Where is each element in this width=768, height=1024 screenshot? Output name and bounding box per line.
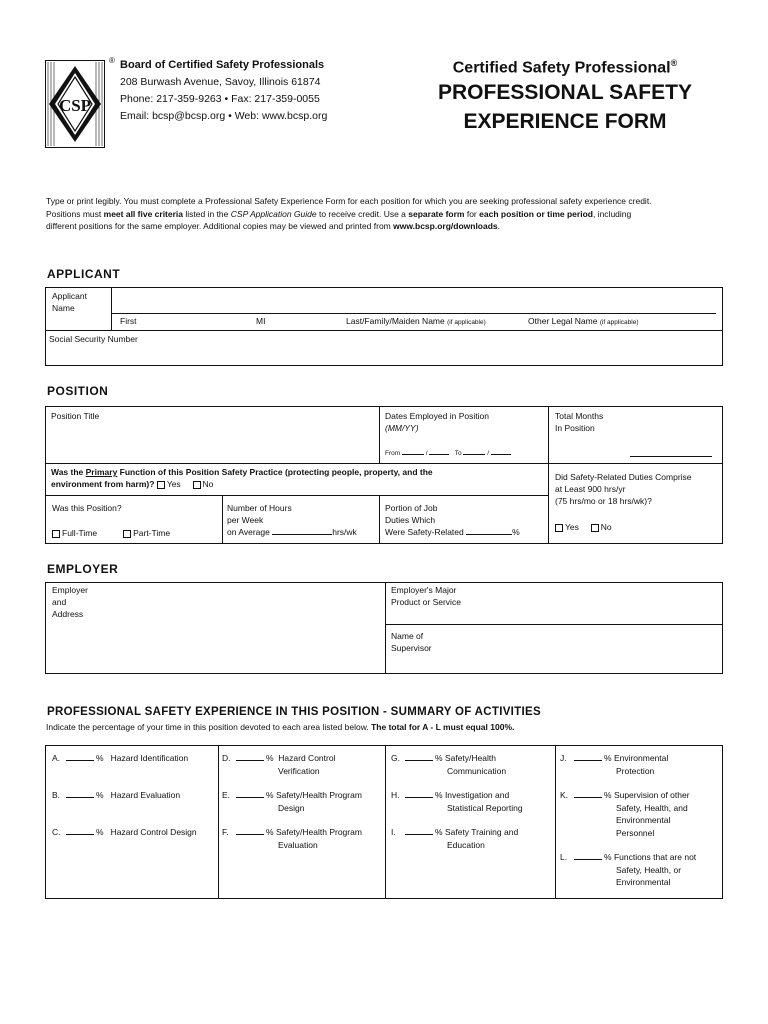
total-months-field[interactable] (630, 456, 712, 457)
activity-l: L. % Functions that are not Safety, Health, or Environmental (560, 852, 697, 887)
activity-b: B. % Hazard Evaluation (52, 790, 181, 800)
primary-yes-checkbox[interactable] (157, 481, 165, 489)
employer-address-label: Employer and Address (52, 585, 88, 619)
middle-initial-label: MI (256, 316, 266, 326)
activity-e-percent[interactable] (236, 789, 264, 798)
organization-block (120, 57, 327, 125)
activity-c: C. % Hazard Control Design (52, 827, 197, 837)
supervisor-label: Name of Supervisor (391, 631, 432, 653)
organization-email-web: Email: bcsp@bcsp.org • Web: www.bcsp.org (120, 110, 328, 122)
activity-f: F. % Safety/Health Program Evaluation (222, 827, 362, 850)
activity-a: A. % Hazard Identification (52, 753, 189, 763)
activity-d-percent[interactable] (236, 752, 264, 761)
form-title (400, 58, 730, 135)
duties-yes-checkbox[interactable] (555, 524, 563, 532)
full-time-checkbox[interactable] (52, 530, 60, 538)
employer-heading: EMPLOYER (47, 562, 119, 576)
instructions-line2: Positions must meet all five criteria listed in the CSP Application Guide to receive credit. Use a separate form for each position or time period, including (46, 208, 632, 219)
activity-e: E. % Safety/Health Program Design (222, 790, 362, 813)
title-mark: ® (670, 58, 678, 68)
activity-j: J. % Environmental Protection (560, 753, 669, 776)
activity-k-percent[interactable] (574, 789, 602, 798)
safety-duties-question: Did Safety-Related Duties Comprise at Least 900 hrs/yr (75 hrs/mo or 18 hrs/wk)? (555, 472, 692, 506)
title-line1: Certified Safety Professional (452, 59, 671, 77)
svg-text:CSP: CSP (58, 96, 92, 115)
registered-mark: ® (109, 56, 115, 65)
first-name-label: First (120, 316, 137, 326)
position-type-options: Full-Time Part-Time (52, 527, 170, 539)
primary-no-checkbox[interactable] (193, 481, 201, 489)
duties-no-checkbox[interactable] (591, 524, 599, 532)
applicant-heading: APPLICANT (47, 267, 121, 281)
other-name-label: Other Legal Name (if applicable) (528, 316, 639, 326)
activity-k: K. % Supervision of other Safety, Health, and Environmental Personnel (560, 790, 690, 838)
activity-g-percent[interactable] (405, 752, 433, 761)
safety-duties-options: Yes No (555, 521, 612, 533)
downloads-link[interactable]: www.bcsp.org/downloads (393, 221, 498, 231)
applicant-name-field[interactable] (112, 289, 716, 312)
instructions (46, 195, 726, 233)
title-line3: EXPERIENCE FORM (463, 110, 667, 134)
activity-f-percent[interactable] (236, 826, 264, 835)
safety-portion-field[interactable] (466, 526, 512, 535)
summary-instructions: Indicate the percentage of your time in this position devoted to each area listed below. The total for A - L must equal 100%. (46, 722, 515, 732)
hours-per-week-field[interactable] (272, 526, 332, 535)
activity-d: D. % Hazard Control Verification (222, 753, 336, 776)
activity-b-percent[interactable] (66, 789, 94, 798)
organization-name: Board of Certified Safety Professionals (120, 59, 325, 71)
primary-function-question: Was the Primary Function of this Position Safety Practice (protecting people, property, and the environment from harm)? Yes No (51, 467, 433, 489)
safety-portion-label: Portion of Job Duties Which Were Safety-Related % (385, 503, 520, 537)
summary-heading: PROFESSIONAL SAFETY EXPERIENCE IN THIS POSITION - SUMMARY OF ACTIVITIES (47, 706, 541, 718)
activity-c-percent[interactable] (66, 826, 94, 835)
instructions-line3: different positions for the same employer. Additional copies may be viewed and printed from www.bcsp.org/downloads. (46, 221, 501, 231)
instructions-line1: Type or print legibly. You must complete a Professional Safety Experience Form for each position for which you are seeking professional safety experience credit. (46, 196, 652, 206)
ssn-label: Social Security Number (49, 334, 138, 344)
dates-employed-label: Dates Employed in Position (MM/YY) (385, 411, 489, 433)
activity-h-percent[interactable] (405, 789, 433, 798)
position-title-label: Position Title (51, 411, 100, 421)
dates-employed-field[interactable]: From / To / (385, 446, 511, 460)
last-name-label: Last/Family/Maiden Name (if applicable) (346, 316, 486, 326)
hours-per-week-label: Number of Hours per Week on Average hrs/wk (227, 503, 357, 537)
bcsp-logo (45, 60, 105, 148)
activity-h: H. % Investigation and Statistical Reporting (391, 790, 523, 813)
supervisor-field[interactable] (450, 626, 720, 672)
major-product-label: Employer's Major Product or Service (391, 585, 461, 607)
organization-address: 208 Burwash Avenue, Savoy, Illinois 61874 (120, 76, 321, 88)
major-product-field[interactable] (480, 584, 720, 622)
ssn-field[interactable] (46, 346, 722, 365)
applicant-name-label: Applicant Name (52, 291, 87, 313)
activity-i-percent[interactable] (405, 826, 433, 835)
activity-j-percent[interactable] (574, 752, 602, 761)
organization-phone-fax: Phone: 217-359-9263 • Fax: 217-359-0055 (120, 93, 320, 105)
employer-address-field[interactable] (100, 584, 383, 672)
total-months-label: Total Months In Position (555, 411, 604, 433)
activity-l-percent[interactable] (574, 851, 602, 860)
position-type-label: Was this Position? (52, 503, 122, 513)
activity-i: I. % Safety Training and Education (391, 827, 519, 850)
part-time-checkbox[interactable] (123, 530, 131, 538)
title-line2: PROFESSIONAL SAFETY (438, 81, 692, 105)
position-heading: POSITION (47, 384, 109, 398)
activity-g: G. % Safety/Health Communication (391, 753, 507, 776)
activity-a-percent[interactable] (66, 752, 94, 761)
